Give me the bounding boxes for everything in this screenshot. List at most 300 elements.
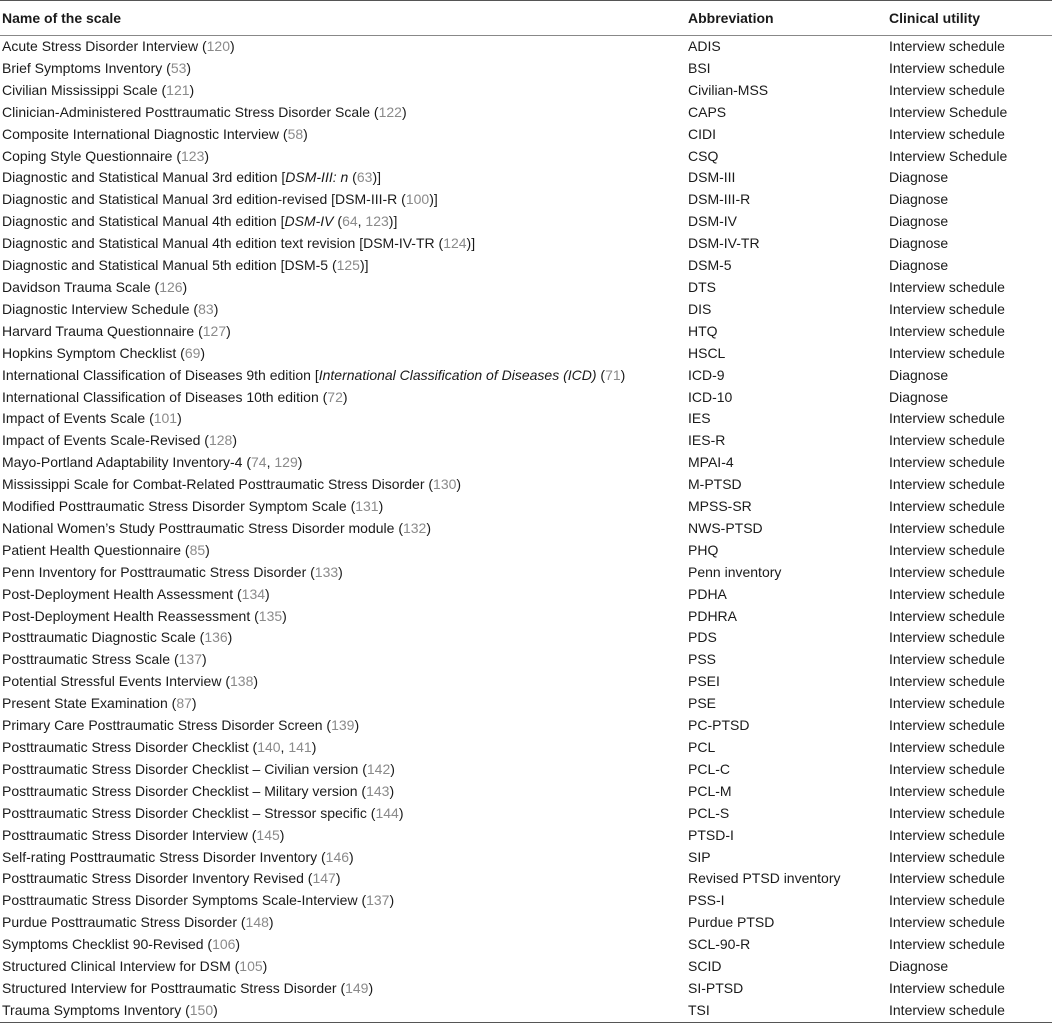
abbreviation-cell: SCID [688,958,722,975]
scale-name-cell [0,518,686,540]
abbreviation-cell: PSS [688,651,717,668]
scale-name-text: ) [213,300,219,317]
scale-name-text: Posttraumatic Stress Disorder Checklist ( [2,739,258,755]
abbreviation-cell: DTS [688,278,716,295]
abbreviation-cell: MPSS-SR [688,498,752,515]
abbreviation-cell: ICD-9 [688,366,725,383]
scale-name-cell [0,540,686,562]
reference-link[interactable]: 131 [355,498,379,515]
abbreviation-cell: ADIS [688,38,721,54]
table-row [0,58,1052,80]
scale-name-text: ) [227,629,233,646]
scale-name-text: Harvard Trauma Questionnaire ( [2,322,203,339]
scale-name-text: ) [349,848,354,865]
table-row [0,211,1052,233]
reference-link[interactable]: 85 [189,541,206,558]
scale-name-text: Posttraumatic Stress Disorder Symptoms Scale-Interview ( [2,892,367,909]
table-row [0,496,1052,518]
table-row [0,693,1052,715]
scale-name-text: ) [426,519,432,536]
scale-name-cell [0,387,686,409]
reference-link[interactable]: 136 [204,629,228,646]
clinical-utility-cell: Interview schedule [889,410,1005,427]
abbreviation-cell: HTQ [688,322,718,339]
table-row [0,847,1052,869]
clinical-utility-cell: Diagnose [889,169,949,186]
table-row [0,189,1052,211]
scale-name-cell [0,233,686,255]
scale-name-cell [0,737,686,759]
reference-link[interactable]: 140 [257,739,281,755]
reference-link[interactable]: 105 [239,958,263,975]
reference-link[interactable]: 127 [202,322,227,339]
reference-link[interactable]: 71 [605,366,621,383]
scale-name-cell [0,36,686,58]
abbreviation-cell: Civilian-MSS [688,81,769,98]
scale-name-cell [0,912,686,934]
scale-name-cell [0,584,686,606]
table-body [0,36,1052,1023]
scale-name-text: International Classification of Diseases 10th edition ( [2,388,328,405]
table-row [0,956,1052,978]
scale-name-cell [0,452,686,474]
clinical-utility-cell: Interview schedule [889,519,1005,536]
reference-link[interactable]: 124 [443,235,467,252]
reference-link[interactable]: 138 [230,673,254,690]
clinical-utility-cell: Diagnose [889,366,949,383]
scale-name-text: ) [253,673,259,690]
table-row [0,890,1052,912]
table-row [0,649,1052,671]
scale-name-cell [0,474,686,496]
scale-name-cell [0,321,686,343]
scale-name-text: Posttraumatic Diagnostic Scale ( [2,629,205,646]
abbreviation-cell: ICD-10 [688,388,733,405]
scale-name-text: Civilian Mississippi Scale ( [2,81,167,98]
clinical-utility-cell: Interview schedule [889,695,1005,712]
reference-link[interactable]: 53 [170,59,187,76]
scale-name-text: ) [262,958,268,975]
reference-link[interactable]: 122 [378,103,402,120]
table-row [0,408,1052,430]
table-row [0,36,1052,58]
clinical-utility-cell: Diagnose [889,388,949,405]
scale-name-text: Patient Health Questionnaire ( [2,541,190,558]
clinical-utility-cell: Interview schedule [889,59,1005,76]
scale-name-cell [0,890,686,912]
reference-link[interactable]: 142 [366,760,391,777]
abbreviation-cell: PDHRA [688,607,738,624]
clinical-utility-cell: Interview schedule [889,125,1005,142]
reference-link[interactable]: 148 [245,914,269,931]
scale-name-cell [0,627,686,649]
clinical-utility-cell: Interview schedule [889,300,1005,317]
abbreviation-cell: IES [688,410,711,427]
reference-link[interactable]: 149 [345,979,369,996]
scale-name-text: Mayo-Portland Adaptability Inventory-4 ( [2,454,252,471]
scale-name-cell [0,671,686,693]
scale-name-text: ) [182,278,188,295]
scale-name-text: Mississippi Scale for Combat-Related Posttraumatic Stress Disorder ( [2,476,434,493]
scale-name-text: Posttraumatic Stress Disorder Inventory Revised ( [2,870,313,887]
table-row [0,562,1052,584]
table-row [0,343,1052,365]
reference-link[interactable]: 133 [314,563,339,580]
scale-name-cell [0,496,686,518]
scale-name-cell [0,934,686,956]
scale-name-text: ( [333,213,343,230]
abbreviation-cell: PSE [688,695,717,712]
scale-name-text: )] [372,169,381,186]
scale-name-cell [0,649,686,671]
table-row [0,299,1052,321]
table-row [0,124,1052,146]
scale-name-cell [0,803,686,825]
scale-name-text: ) [297,454,303,471]
table-row [0,627,1052,649]
scale-name-text: Post-Deployment Health Reassessment ( [2,607,259,624]
scale-name-text: ) [456,476,462,493]
reference-link[interactable]: 137 [178,651,202,668]
scale-name-cell [0,102,686,124]
abbreviation-cell: DSM-III [688,169,736,186]
clinical-utility-cell: Interview schedule [889,979,1005,996]
reference-link[interactable]: 145 [256,826,280,843]
clinical-utility-cell: Interview schedule [889,541,1005,558]
scale-name-text: )] [466,235,476,252]
clinical-utility-cell: Interview schedule [889,563,1005,580]
abbreviation-cell: Purdue PTSD [688,914,775,931]
reference-link[interactable]: 63 [356,169,373,186]
scale-name-text: ) [354,717,360,734]
scale-name-italic-text: DSM-IV [284,213,334,230]
table-row [0,803,1052,825]
clinical-utility-cell: Interview schedule [889,914,1005,931]
scale-name-text: ) [268,914,274,931]
scale-name-text: Impact of Events Scale ( [2,410,154,427]
clinical-utility-cell: Interview schedule [889,848,1005,865]
scale-name-text: )] [359,257,369,274]
clinical-utility-cell: Diagnose [889,191,949,208]
reference-link[interactable]: 144 [375,804,399,821]
abbreviation-cell: PDS [688,629,717,646]
scale-name-text: ) [204,147,210,164]
scale-name-text: Structured Interview for Posttraumatic Stress Disorder ( [2,979,346,996]
scale-name-cell [0,408,686,430]
clinical-utility-cell: Interview schedule [889,629,1005,646]
header-row [0,1,1052,36]
table-row [0,759,1052,781]
table-row [0,430,1052,452]
scale-name-text: Diagnostic and Statistical Manual 4th edition [ [2,213,285,230]
abbreviation-cell: DSM-IV-TR [688,235,760,252]
reference-link[interactable]: 135 [258,607,283,624]
abbreviation-cell: PCL-C [688,760,731,777]
scale-name-text: ) [201,651,207,668]
table-row [0,146,1052,168]
scale-name-text: ) [232,432,238,449]
abbreviation-cell: HSCL [688,344,726,361]
reference-link[interactable]: 128 [208,432,233,449]
scale-name-cell [0,299,686,321]
table-row [0,934,1052,956]
clinical-utility-cell: Interview schedule [889,870,1005,887]
clinical-utility-cell: Interview Schedule [889,103,1008,120]
reference-link[interactable]: 74 [251,454,267,471]
scale-name-text: Self-rating Posttraumatic Stress Disorder Inventory ( [2,848,326,865]
scale-name-text: ) [390,760,395,777]
abbreviation-cell: SIP [688,848,711,865]
clinical-utility-cell: Interview schedule [889,454,1005,471]
scale-name-text: Diagnostic and Statistical Manual 3rd edition [ [2,169,286,186]
table-row [0,233,1052,255]
table-row [0,912,1052,934]
scale-name-cell [0,847,686,869]
abbreviation-cell: CSQ [688,147,719,164]
reference-link[interactable]: 147 [312,870,336,887]
reference-link[interactable]: 143 [366,782,390,799]
scale-name-cell [0,343,686,365]
scale-name-text: , [266,454,275,471]
abbreviation-cell: TSI [686,1000,887,1022]
scale-name-text: ) [177,410,182,427]
table-row [0,518,1052,540]
scale-name-cell [0,146,686,168]
scale-name-text: Posttraumatic Stress Disorder Interview ( [2,826,257,843]
clinical-utility-cell: Interview schedule [889,278,1005,295]
scale-name-text: Clinician-Administered Posttraumatic Stress Disorder Scale ( [2,103,379,120]
clinical-utility-cell: Interview schedule [889,607,1005,624]
reference-link[interactable]: 146 [325,848,350,865]
scale-name-cell [0,189,686,211]
scale-name-text: Purdue Posttraumatic Stress Disorder ( [2,914,246,931]
abbreviation-cell: PC-PTSD [688,717,750,734]
scale-name-cell [0,956,686,978]
reference-link[interactable]: 141 [288,739,312,755]
clinical-utility-cell: Interview schedule [889,760,1005,777]
scale-name-cell [0,781,686,803]
abbreviation-cell: PCL-M [688,782,732,799]
scale-name-text: International Classification of Diseases 9th edition [ [2,366,319,383]
reference-link[interactable]: 121 [166,81,190,98]
abbreviation-cell: DSM-III-R [688,191,751,208]
table-row [0,1000,1052,1022]
clinical-utility-cell: Diagnose [889,235,949,252]
scale-name-text: ) [311,739,317,755]
table-row [0,365,1052,387]
table-row [0,167,1052,189]
abbreviation-cell: NWS-PTSD [688,519,763,536]
reference-link[interactable]: 150 [189,1001,214,1018]
reference-link[interactable]: 72 [327,388,343,405]
scale-name-text: Posttraumatic Stress Scale ( [2,651,179,668]
scale-name-text: ) [303,125,308,142]
table-row [0,321,1052,343]
scale-name-text: ) [235,936,241,953]
scale-name-text: ) [186,59,192,76]
abbreviation-cell: PCL [688,739,716,755]
scale-name-text: Diagnostic and Statistical Manual 5th edition [DSM-5 ( [2,257,337,274]
scale-name-italic-text: International Classification of Diseases (ICD) [318,366,597,383]
scale-name-cell [0,759,686,781]
scale-name-text: )] [429,191,438,208]
abbreviation-cell: PDHA [688,585,727,602]
scale-name-cell [0,430,686,452]
scale-name-text: ) [620,366,626,383]
clinical-utility-cell: Interview schedule [889,892,1005,909]
scale-name-text: ) [335,870,341,887]
clinical-utility-cell: Interview schedule [889,432,1005,449]
scale-name-text: Acute Stress Disorder Interview ( [2,38,207,54]
scale-name-text: ) [229,38,235,54]
scale-name-text: ) [265,585,270,602]
scale-name-cell [0,715,686,737]
table-row [0,978,1052,1000]
scale-name-text: ) [205,541,210,558]
reference-link[interactable]: 83 [198,300,214,317]
reference-link[interactable]: 123 [181,147,205,164]
table-row [0,671,1052,693]
scale-name-text: Diagnostic and Statistical Manual 3rd edition-revised [DSM-III-R ( [2,191,406,208]
scale-name-text: ) [368,979,374,996]
scale-name-text: ) [282,607,287,624]
abbreviation-cell: Revised PTSD inventory [688,870,841,887]
reference-link[interactable]: 64 [342,213,358,230]
table-row [0,825,1052,847]
reference-link[interactable]: 126 [159,278,183,295]
clinical-utility-cell: Interview schedule [889,476,1005,493]
abbreviation-cell: PCL-S [688,804,730,821]
clinical-utility-cell: Interview schedule [889,651,1005,668]
scale-name-text: Penn Inventory for Posttraumatic Stress Disorder ( [2,563,315,580]
clinical-utility-cell: Interview schedule [889,344,1005,361]
table-header [0,1,1052,36]
table-row [0,540,1052,562]
abbreviation-cell: MPAI-4 [688,454,734,471]
scale-name-text: Primary Care Posttraumatic Stress Disorder Screen ( [2,717,332,734]
scale-name-cell [0,167,686,189]
scale-name-text: Posttraumatic Stress Disorder Checklist – Civilian version ( [2,760,367,777]
scale-name-text: Davidson Trauma Scale ( [2,278,160,295]
scale-name-text: Coping Style Questionnaire ( [2,147,181,164]
table-row [0,255,1052,277]
table-row [0,715,1052,737]
abbreviation-cell: PSEI [688,673,720,690]
scale-name-cell [0,606,686,628]
scale-name-text: ) [213,1001,218,1018]
scale-name-text: ) [378,498,384,515]
abbreviation-cell: DIS [688,300,712,317]
reference-link[interactable]: 125 [336,257,360,274]
scale-name-cell [0,277,686,299]
abbreviation-cell: BSI [688,59,711,76]
clinical-utility-cell: Interview schedule [889,782,1005,799]
scale-name-cell [0,211,686,233]
clinical-utility-cell: Diagnose [889,257,949,274]
abbreviation-cell: PSS-I [688,892,725,909]
scale-name-cell [0,365,686,387]
reference-link[interactable]: 100 [405,191,430,208]
reference-link[interactable]: 132 [402,519,427,536]
reference-link[interactable]: 139 [331,717,355,734]
reference-link[interactable]: 120 [206,38,230,54]
clinical-utility-cell: Interview schedule [889,739,1005,755]
scale-name-text: )] [388,213,398,230]
abbreviation-cell: DSM-5 [688,257,732,274]
scale-name-cell [0,868,686,890]
abbreviation-cell: Penn inventory [688,563,782,580]
clinical-utility-cell: Interview schedule [889,673,1005,690]
header-name-of-scale: Name of the scale [0,1,686,36]
scale-name-text: ) [338,563,343,580]
reference-link[interactable]: 87 [176,695,192,712]
scale-name-text: ) [389,782,395,799]
header-abbreviation: Abbreviation [686,1,887,36]
scale-name-text: ) [226,322,231,339]
scale-name-cell [0,693,686,715]
scale-name-text: Diagnostic Interview Schedule ( [2,300,199,317]
reference-link[interactable]: 101 [153,410,178,427]
scale-name-text: , [357,213,366,230]
scale-name-text: ) [200,344,206,361]
abbreviation-cell: SI-PTSD [688,979,744,996]
abbreviation-cell: M-PTSD [688,476,742,493]
clinical-utility-cell: Interview schedule [889,81,1005,98]
clinical-utility-cell: Interview schedule [889,936,1005,953]
scale-name-cell [0,58,686,80]
clinical-utility-cell: Interview schedule [889,717,1005,734]
scale-name-text: Present State Examination ( [2,695,177,712]
clinical-utility-cell: Interview schedule [887,1000,1052,1022]
reference-link[interactable]: 129 [274,454,298,471]
table-row [0,80,1052,102]
table-row [0,584,1052,606]
clinical-utility-cell: Interview schedule [889,585,1005,602]
scale-name-text: Brief Symptoms Inventory ( [2,59,171,76]
scale-name-text: Composite International Diagnostic Interview ( [2,125,288,142]
reference-link[interactable]: 58 [287,125,304,142]
scale-name-text: ) [401,103,407,120]
table-row [0,387,1052,409]
table-row [0,102,1052,124]
scale-name-text: National Women’s Study Posttraumatic Stress Disorder module ( [2,519,403,536]
clinical-utility-cell: Diagnose [889,958,949,975]
clinical-utility-cell: Interview schedule [889,322,1005,339]
reference-link[interactable]: 130 [433,476,457,493]
scale-name-cell [0,255,686,277]
scale-name-text: Modified Posttraumatic Stress Disorder Symptom Scale ( [2,498,356,515]
abbreviation-cell: PTSD-I [688,826,734,843]
scale-name-text: ( [348,169,357,186]
scale-name-cell [0,562,686,584]
reference-link[interactable]: 134 [241,585,266,602]
abbreviation-cell: PHQ [688,541,719,558]
scale-name-cell [0,80,686,102]
reference-link[interactable]: 69 [184,344,201,361]
table-row [0,452,1052,474]
scale-name-text: Structured Clinical Interview for DSM ( [2,958,240,975]
abbreviation-cell: SCL-90-R [688,936,751,953]
scale-name-cell [0,978,686,1000]
scale-name-text: Impact of Events Scale-Revised ( [2,432,209,449]
scale-name-text: Hopkins Symptom Checklist ( [2,344,185,361]
scale-name-text: Symptoms Checklist 90-Revised ( [2,936,213,953]
table-row [0,781,1052,803]
scale-name-text: , [280,739,289,755]
reference-link[interactable]: 106 [212,936,236,953]
reference-link[interactable]: 123 [365,213,389,230]
reference-link[interactable]: 137 [366,892,390,909]
